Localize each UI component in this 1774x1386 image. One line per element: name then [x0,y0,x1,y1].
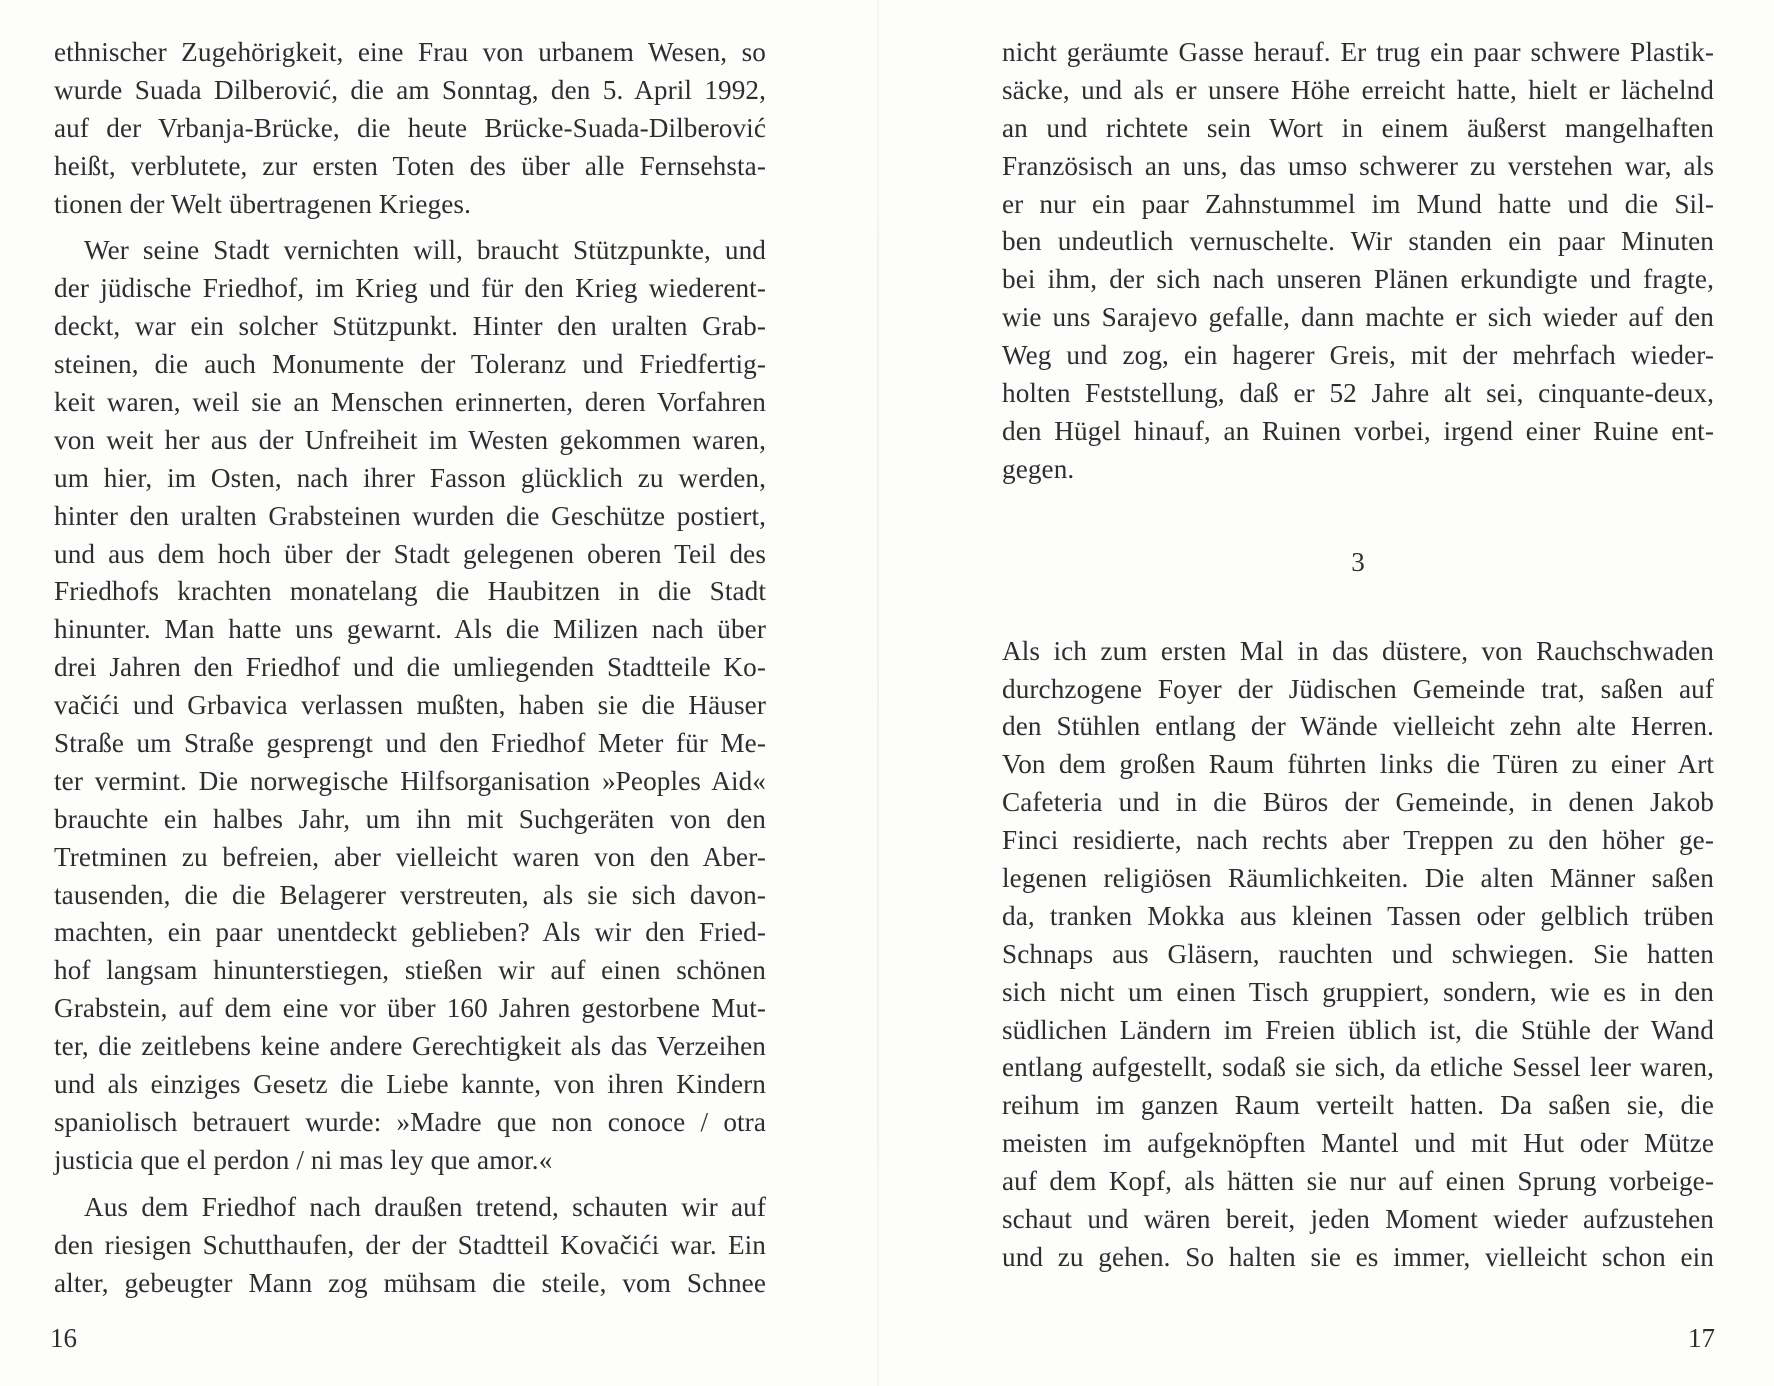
text-line: holten Feststellung, daß er 52 Jahre alt sei, cinquante-deux, [1002,378,1714,409]
text-line: justicia que el perdon / ni mas ley que amor.« [54,1144,553,1175]
text-line: hof langsam hinunterstiegen, stießen wir auf einen schönen [54,955,766,986]
text-line: ethnischer Zugehörigkeit, eine Frau von urbanem Wesen, so [54,37,766,67]
text-line: der jüdische Friedhof, im Krieg und für den Krieg wiederent- [54,273,766,304]
text-line: schaut und wären bereit, jeden Moment wieder aufzustehen [1002,1204,1714,1235]
text-line: wurde Suada Dilberović, die am Sonntag, den 5. April 1992, [54,74,766,105]
text-line: machten, ein paar unentdeckt geblieben? Als wir den Fried- [54,917,766,948]
right-page-text [1002,34,1714,1277]
text-line: sich nicht um einen Tisch gruppiert, sondern, wie es in den [1002,976,1714,1007]
text-line: Schnaps aus Gläsern, rauchten und schwiegen. Sie hatten [1002,938,1714,969]
text-line: von weit her aus der Unfreiheit im Westen gekommen waren, [54,424,766,455]
text-line: Grabstein, auf dem eine vor über 160 Jahren gestorbene Mut- [54,993,766,1024]
paragraph-gap [54,1180,766,1189]
text-line: Aus dem Friedhof nach draußen tretend, schauten wir auf [84,1191,766,1222]
text-line: nicht geräumte Gasse herauf. Er trug ein paar schwere Plastik- [1002,37,1714,67]
text-line: heißt, verblutete, zur ersten Toten des über alle Fernsehsta- [54,150,766,181]
text-line: auf der Vrbanja-Brücke, die heute Brücke-Suada-Dilberović [54,112,766,143]
text-line: legenen religiösen Räumlichkeiten. Die alten Männer saßen [1002,863,1714,894]
text-line: ter vermint. Die norwegische Hilfsorganisation »Peoples Aid« [54,765,766,796]
text-line: und zu gehen. So halten sie es immer, vielleicht schon ein [1002,1241,1714,1272]
text-line: vačići und Grbavica verlassen mußten, haben sie die Häuser [54,690,766,721]
section-number: 3 [1351,546,1365,577]
text-line: da, tranken Mokka aus kleinen Tassen oder gelblich trüben [1002,900,1714,931]
text-line: den Stühlen entlang der Wände vielleicht zehn alte Herren. [1002,711,1714,742]
text-line: wie uns Sarajevo gefalle, dann machte er sich wieder auf den [1002,302,1714,333]
text-line: Straße um Straße gesprengt und den Friedhof Meter für Me- [54,728,766,759]
paragraph-gap [54,223,766,232]
text-line: Wer seine Stadt vernichten will, braucht Stützpunkte, und [84,235,766,266]
text-line: hinter den uralten Grabsteinen wurden die Geschütze postiert, [54,500,766,531]
text-line: Weg und zog, ein hagerer Greis, mit der mehrfach wieder- [1002,340,1714,371]
text-line: säcke, und als er unsere Höhe erreicht hatte, hielt er lächelnd [1002,74,1714,105]
text-line: durchzogene Foyer der Jüdischen Gemeinde trat, saßen auf [1002,673,1714,704]
section-spacer-top [1002,489,1714,543]
text-line: drei Jahren den Friedhof und die umliegenden Stadtteile Ko- [54,652,766,683]
text-line: Von dem großen Raum führten links die Türen zu einer Art [1002,749,1714,780]
text-line: meisten im aufgeknöpften Mantel und mit Hut oder Mütze [1002,1128,1714,1159]
text-line: Finci residierte, nach rechts aber Treppen zu den höher ge- [1002,825,1714,856]
text-line: tausenden, die die Belagerer verstreuten, als sie sich davon- [54,879,766,910]
text-line: ter, die zeitlebens keine andere Gerechtigkeit als das Verzeihen [54,1031,766,1062]
text-line: den Hügel hinauf, an Ruinen vorbei, irgend einer Ruine ent- [1002,415,1714,446]
text-line: entlang aufgestellt, sodaß sie sich, da etliche Sessel leer waren, [1002,1052,1714,1083]
text-line: alter, gebeugter Mann zog mühsam die steile, vom Schnee [54,1267,766,1298]
text-line: brauchte ein halbes Jahr, um ihn mit Suchgeräten von den [54,803,766,834]
right-page-number: 17 [1688,1323,1715,1353]
text-line: Cafeteria und in die Büros der Gemeinde, in denen Jakob [1002,787,1714,818]
text-line: Französisch an uns, das umso schwerer zu verstehen war, als [1002,150,1714,181]
text-line: und aus dem hoch über der Stadt gelegenen oberen Teil des [54,538,766,569]
text-line: bei ihm, der sich nach unseren Plänen erkundigte und fragte, [1002,264,1714,295]
section-spacer-bottom [1002,581,1714,633]
text-line: den riesigen Schutthaufen, der der Stadtteil Kovačići war. Ein [54,1229,766,1260]
text-line: um hier, im Osten, nach ihrer Fasson glücklich zu werden, [54,462,766,493]
text-line: und als einziges Gesetz die Liebe kannte, von ihren Kindern [54,1069,766,1100]
text-line: deckt, war ein solcher Stützpunkt. Hinter den uralten Grab- [54,311,766,342]
text-line: tionen der Welt übertragenen Krieges. [54,188,471,219]
text-line: hinunter. Man hatte uns gewarnt. Als die Milizen nach über [54,614,766,645]
book-gutter [877,0,879,1386]
text-line: Friedhofs krachten monatelang die Haubitzen in die Stadt [54,576,766,607]
text-line: er nur ein paar Zahnstummel im Mund hatte und die Sil- [1002,188,1714,219]
text-line: Tretminen zu befreien, aber vielleicht waren von den Aber- [54,841,766,872]
text-line: an und richtete sein Wort in einem äußerst mangelhaften [1002,112,1714,143]
text-line: spaniolisch betrauert wurde: »Madre que non conoce / otra [54,1106,766,1137]
text-line: steinen, die auch Monumente der Toleranz und Friedfertig- [54,349,766,380]
text-line: gegen. [1002,453,1075,484]
left-page-number: 16 [50,1323,77,1353]
text-line: reihum im ganzen Raum verteilt hatten. Da saßen sie, die [1002,1090,1714,1121]
left-page-text [54,34,766,1302]
text-line: Als ich zum ersten Mal in das düstere, von Rauchschwaden [1002,635,1714,666]
text-line: ben undeutlich vernuschelte. Wir standen ein paar Minuten [1002,226,1714,257]
text-line: keit waren, weil sie an Menschen erinnerten, deren Vorfahren [54,387,766,418]
text-line: südlichen Ländern im Freien üblich ist, die Stühle der Wand [1002,1014,1714,1045]
text-line: auf dem Kopf, als hätten sie nur auf einen Sprung vorbeige- [1002,1166,1714,1197]
